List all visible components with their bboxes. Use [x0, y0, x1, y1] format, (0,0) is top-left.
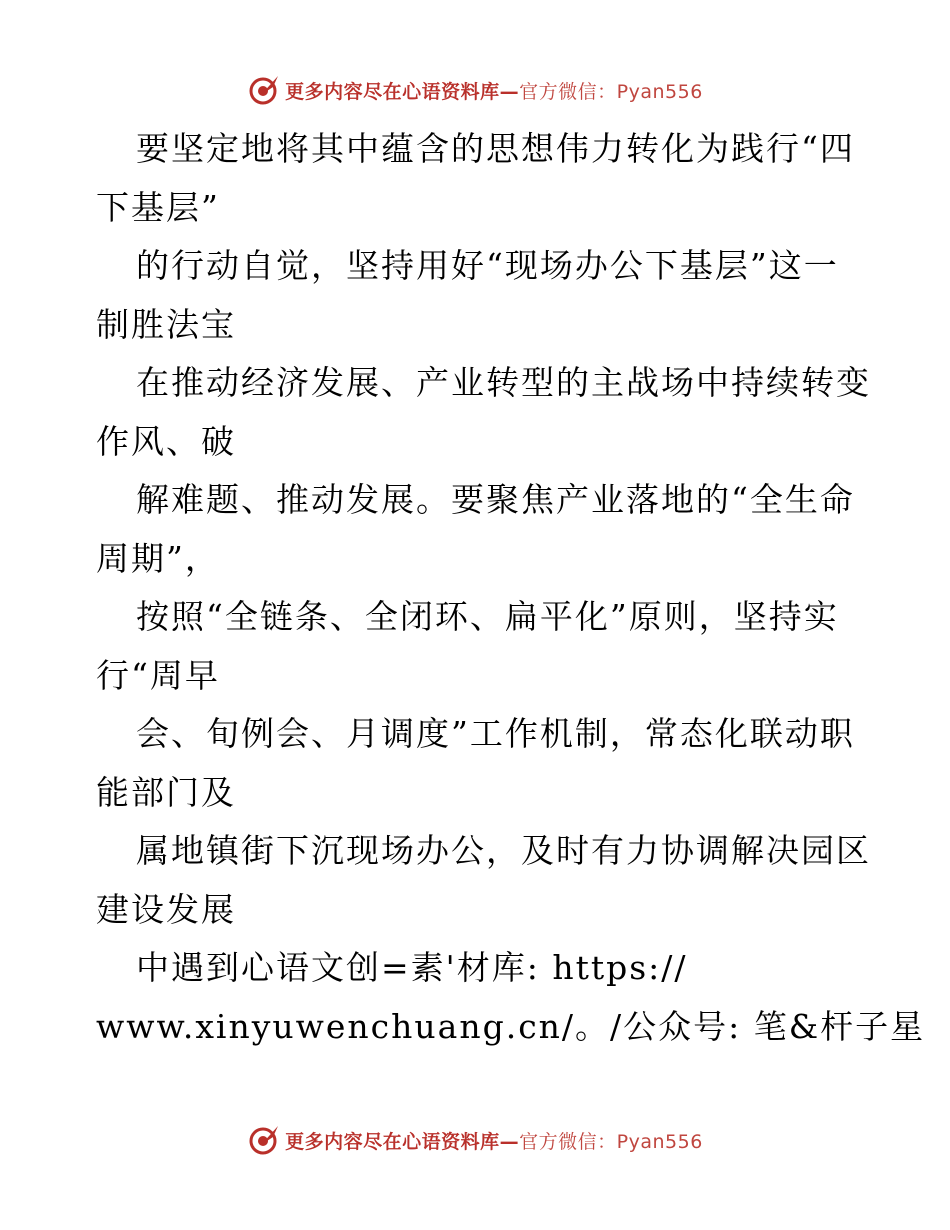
footer-banner-text: 更多内容尽在心语资料库—官方微信：Pyan556: [285, 1130, 703, 1153]
body-text-line: 中遇到心语文创=素'材库: https://: [136, 948, 688, 987]
body-text-line: 的行动自觉，坚持用好“现场办公下基层”这一: [136, 246, 839, 285]
quill-logo-icon: [247, 1123, 281, 1157]
body-text-line: 要坚定地将其中蕴含的思想伟力转化为践行“四: [136, 129, 855, 168]
body-text-line: 在推动经济发展、产业转型的主战场中持续转变: [136, 363, 871, 402]
document-body: [96, 120, 926, 1056]
body-text-line: 行“周早: [96, 655, 220, 695]
body-text-line: 按照“全链条、全闭环、扁平化”原则，坚持实: [136, 597, 839, 636]
body-text-line: 解难题、推动发展。要聚焦产业落地的“全生命: [136, 480, 855, 519]
footer-banner: [0, 1120, 950, 1160]
body-text-line: 制胜法宝: [96, 304, 236, 344]
body-text-line: 能部门及: [96, 772, 236, 812]
body-text-line: 周期”，: [96, 538, 220, 578]
body-text-line: 下基层”: [96, 187, 220, 227]
body-text-line: 作风、破: [96, 421, 236, 461]
body-text-line: 会、旬例会、月调度”工作机制，常态化联动职: [136, 714, 855, 753]
body-text-line: 属地镇街下沉现场办公，及时有力协调解决园区: [136, 831, 871, 870]
body-text-line: 建设发展: [96, 889, 236, 929]
quill-logo-icon: [247, 73, 281, 107]
header-banner-text: 更多内容尽在心语资料库—官方微信：Pyan556: [285, 80, 703, 103]
body-text-line: www.xinyuwenchuang.cn/。/公众号: 笔&杆子星: [96, 1006, 926, 1046]
header-banner: [0, 70, 950, 110]
